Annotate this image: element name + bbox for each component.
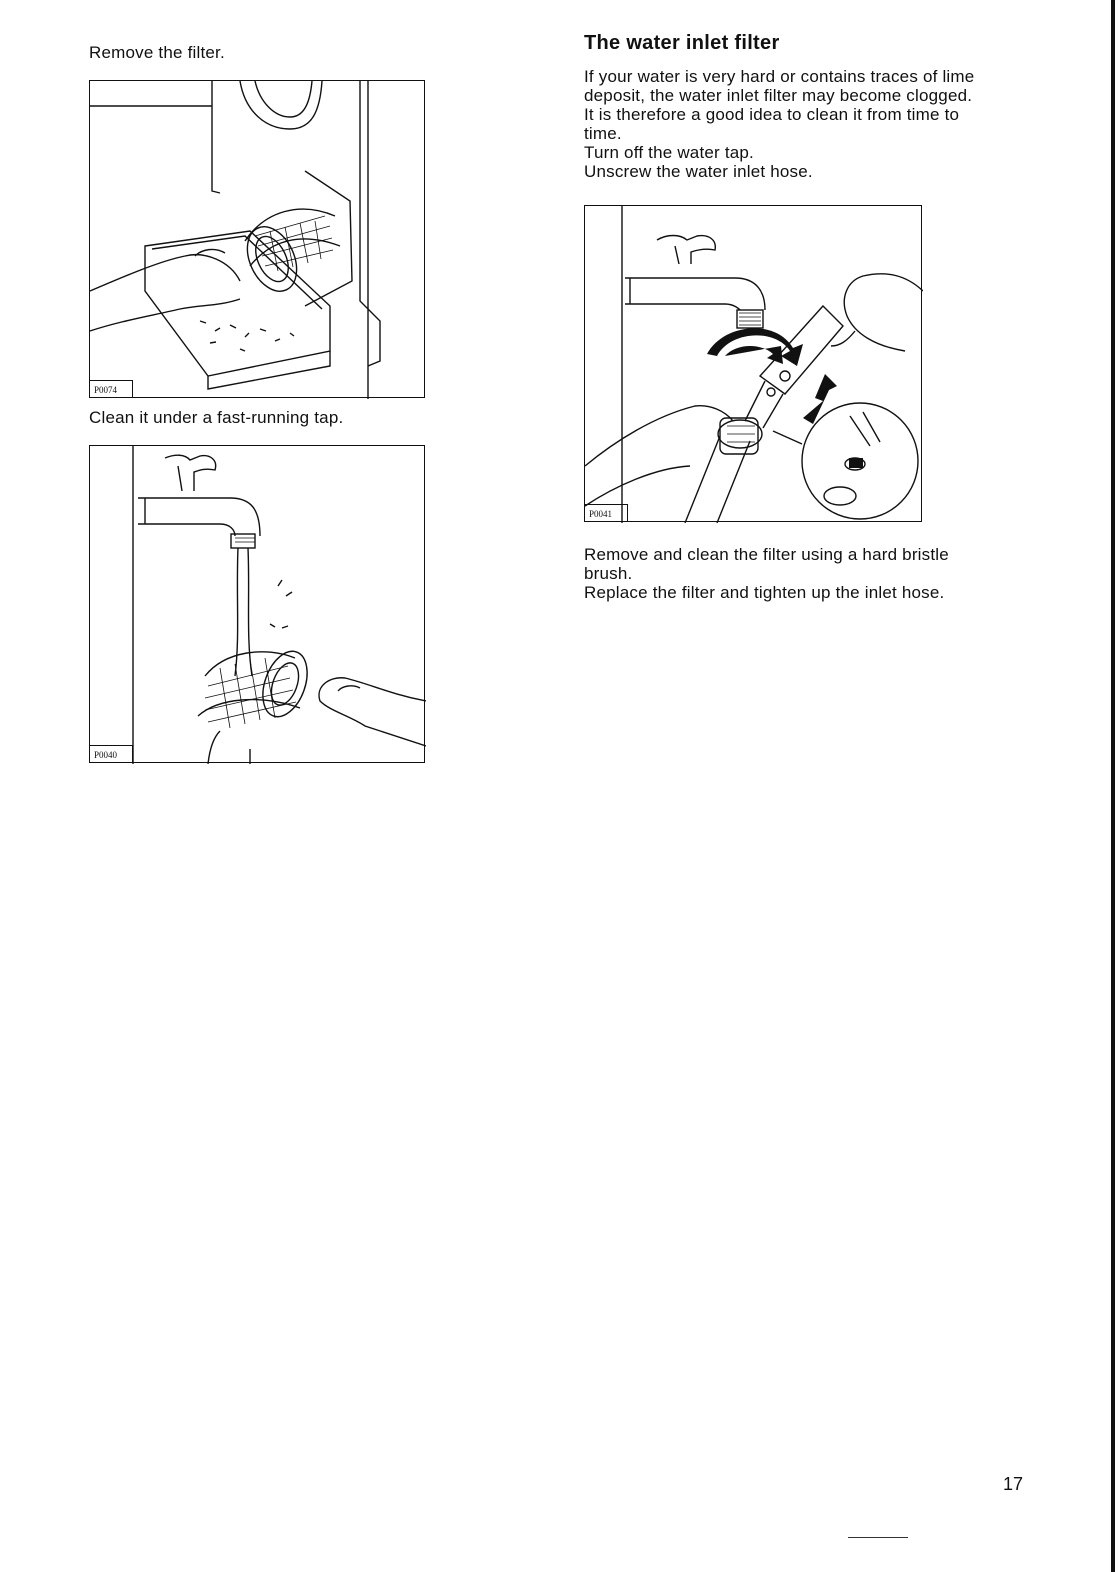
page-edge-bar bbox=[1111, 0, 1115, 1572]
page-number: 17 bbox=[1003, 1474, 1024, 1494]
figure-code-p0041: P0041 bbox=[589, 509, 613, 519]
after-figure-paragraph bbox=[584, 545, 949, 602]
intro-line: deposit, the water inlet filter may become clogged. bbox=[584, 86, 973, 105]
footer-rule bbox=[848, 1537, 908, 1538]
caption-clean-under-tap: Clean it under a fast-running tap. bbox=[89, 408, 344, 427]
intro-line: Unscrew the water inlet hose. bbox=[584, 162, 813, 181]
after-line: brush. bbox=[584, 564, 633, 583]
unscrew-hose-illustration bbox=[585, 206, 923, 523]
figure-code-p0040: P0040 bbox=[94, 750, 118, 760]
caption-remove-filter: Remove the filter. bbox=[89, 43, 225, 62]
intro-line: time. bbox=[584, 124, 622, 143]
intro-line: It is therefore a good idea to clean it from time to bbox=[584, 105, 960, 124]
intro-line: Turn off the water tap. bbox=[584, 143, 754, 162]
clean-under-tap-illustration bbox=[90, 446, 426, 764]
intro-line: If your water is very hard or contains traces of lime bbox=[584, 67, 975, 86]
intro-paragraph bbox=[584, 67, 974, 181]
figure-remove-filter bbox=[89, 80, 425, 398]
after-line: Remove and clean the filter using a hard bristle bbox=[584, 545, 949, 564]
after-line: Replace the filter and tighten up the inlet hose. bbox=[584, 583, 945, 602]
section-heading: The water inlet filter bbox=[584, 32, 780, 54]
figure-unscrew-hose bbox=[584, 205, 922, 522]
remove-filter-illustration bbox=[90, 81, 426, 399]
figure-code-p0074: P0074 bbox=[94, 385, 118, 395]
figure-clean-under-tap bbox=[89, 445, 425, 763]
